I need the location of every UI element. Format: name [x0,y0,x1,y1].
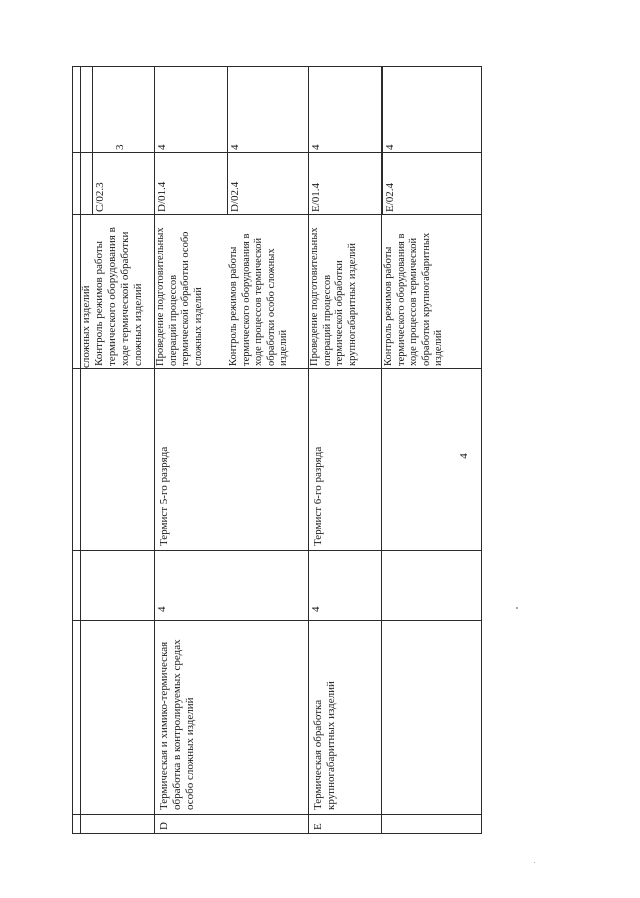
generalized-function-code-cell [154,814,308,834]
qualification-level: 4 [156,144,168,150]
function-code: D/02.4 [229,181,241,212]
generalized-function-code: E [312,823,324,830]
functions-table [72,66,482,834]
grid-line [72,66,73,834]
level-cell [308,550,381,620]
function-text: Контроль режимов работы термического оборудования в ходе процессов термической обработки особо сложных изделий [228,233,290,366]
generalized-function-code: D [158,822,170,830]
function-text: Контроль режимов работы термического оборудования в ходе процессов термической обработки крупногабаритных изделий [383,232,445,366]
scan-speck [534,862,535,863]
profession-cell [308,368,381,550]
grid-line [80,66,81,834]
function-code-cell [154,152,227,214]
generalized-function-name-cell [154,620,308,814]
function-cell [382,214,481,368]
generalized-function-name-cell [308,620,381,814]
function-text: Проведение подготовительных операций процессов термической обработки особо сложных изделий [155,227,204,366]
qualification-level-cell [92,66,154,152]
function-text: Контроль режимов работы термического оборудования в ходе термической обработки сложных изделий [93,227,144,366]
function-text: Проведение подготовительных операций процессов термической обработки крупногабаритных изделий [309,227,358,366]
function-cell [92,214,154,368]
qualification-level-cell [308,66,382,152]
function-code: C/02.3 [94,182,106,212]
qualification-level-cell [154,66,227,152]
qualification-level-cell [382,66,481,152]
generalized-function-code-cell [308,814,381,834]
level: 4 [156,606,168,612]
profession: Термист 6-го разряда [312,446,324,546]
qualification-level: 4 [384,144,396,150]
function-code: D/01.4 [156,181,168,212]
function-code: E/01.4 [310,182,322,212]
level-cell [154,550,308,620]
generalized-function-name: Термическая и химико-термическая обработка в контролируемых средах особо сложных изделий [158,639,196,810]
profession: Термист 5-го разряда [158,446,170,546]
qualification-level: 4 [229,144,241,150]
function-cell [80,214,92,368]
function-code-cell [308,152,382,214]
function-cell [227,214,308,368]
function-code-cell [382,152,481,214]
page-number: 4 [458,453,470,459]
function-code-cell [227,152,308,214]
qualification-level: 3 [114,144,126,150]
qualification-level: 4 [310,144,322,150]
qualification-level-cell [227,66,308,152]
function-code: E/02.4 [384,182,396,212]
function-text: сложных изделий [80,285,92,368]
function-code-cell [92,152,154,214]
function-cell [308,214,382,368]
level: 4 [310,606,322,612]
scan-speck [516,607,518,609]
grid-line [481,66,482,834]
generalized-function-name: Термическая обработка крупногабаритных изделий [312,681,337,810]
function-cell [154,214,227,368]
profession-cell [154,368,308,550]
